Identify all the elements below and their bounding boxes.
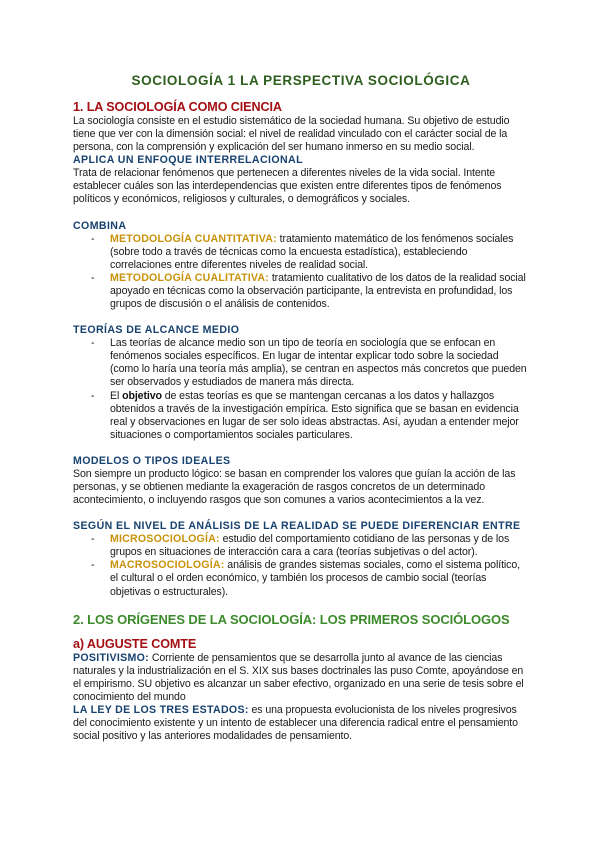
- desc-cualitativa: tratamiento cualitativo de los datos de la realidad social apoyado en técnicas como la observación participante, la entrevista en profundidad, los grupos de discusión o el análisis de contenidos.: [110, 271, 526, 311]
- desc-cuantitativa: tratamiento matemático de los fenómenos sociales (sobre todo a través de técnicas como la encuesta estadística), estableciendo correlaciones entre diferentes niveles de realidad social.: [110, 232, 514, 271]
- niveles-list: [73, 533, 529, 598]
- dash-bullet: -: [91, 533, 95, 546]
- desc-macro: análisis de grandes sistemas sociales, como el sistema político, el cultural o el orden económico, y también los procesos de cambio social (teorías objetivas o estructurales).: [110, 559, 520, 598]
- list-item-teorias-2: [73, 390, 529, 442]
- list-item-macro: [73, 559, 529, 598]
- ley-paragraph: [73, 704, 529, 743]
- term-cuantitativa: METODOLOGÍA CUANTITATIVA:: [110, 232, 277, 245]
- dash-bullet: -: [91, 337, 95, 350]
- positivismo-paragraph: [73, 652, 529, 704]
- enfoque-text: Trata de relacionar fenómenos que pertenecen a diferentes niveles de la vida social. Intente establecer cuáles son las interdependencias que existen entre diferentes tipos de fenómenos políticos y económicos, religiosos y culturales, o demográficos y sociales.: [73, 167, 502, 206]
- term-macro: MACROSOCIOLOGÍA:: [110, 559, 225, 572]
- desc-micro: estudio del comportamiento cotidiano de las personas y de los grupos en situaciones de interacción cara a cara (teorías subjetivas o del actor).: [110, 533, 510, 559]
- teorias-item2-bold: objetivo: [122, 389, 162, 402]
- ley-term: LA LEY DE LOS TRES ESTADOS:: [73, 704, 249, 716]
- list-item-micro: [73, 533, 529, 559]
- document-page: [73, 72, 529, 743]
- positivismo-term: POSITIVISMO:: [73, 651, 149, 664]
- teorias-list: [73, 337, 529, 442]
- dash-bullet: -: [91, 389, 95, 402]
- modelos-text: Son siempre un producto lógico: se basan en comprender los valores que guían la acción de las personas, y se obtienen mediante la exageración de rasgos concretos de un determinado acontecimiento, o incluyendo rasgos que son comunes a varios acontecimientos a la vez.: [73, 467, 516, 507]
- term-cualitativa: METODOLOGÍA CUALITATIVA:: [110, 271, 269, 284]
- ley-text: es una propuesta evolucionista de los niveles progresivos del conocimiento existente y un intento de establecer una diferencia radical entre el pensamiento social positivo y las anteriores modalidades de pensamiento.: [73, 704, 518, 743]
- section1-heading: 1. LA SOCIOLOGÍA COMO CIENCIA: [73, 100, 282, 114]
- spacer: [73, 507, 529, 520]
- section2-heading: 2. LOS ORÍGENES DE LA SOCIOLOGÍA: LOS PRIMEROS SOCIÓLOGOS: [73, 611, 510, 627]
- positivismo-text: Corriente de pensamientos que se desarrolla junto al avance de las ciencias naturales y la industrialización en el S. XIX sus bases doctrinales las puso Comte, apoyándose en el empirismo. SU objetivo es alcanzar un saber efectivo, organizado en una serie de tesis sobre el conocimiento del mundo: [73, 651, 524, 703]
- spacer: [73, 442, 529, 455]
- niveles-heading: SEGÚN EL NIVEL DE ANÁLISIS DE LA REALIDAD SE PUEDE DIFERENCIAR ENTRE: [73, 520, 521, 533]
- term-micro: MICROSOCIOLOGÍA:: [110, 533, 220, 546]
- list-item-teorias-1: [73, 337, 529, 389]
- comte-heading: a) AUGUSTE COMTE: [73, 636, 197, 651]
- combina-heading: COMBINA: [73, 219, 127, 232]
- document-title: SOCIOLOGÍA 1 LA PERSPECTIVA SOCIOLÓGICA: [131, 73, 471, 88]
- teorias-item2-pre: El: [110, 389, 123, 402]
- dash-bullet: -: [91, 559, 95, 572]
- teorias-heading: TEORÍAS DE ALCANCE MEDIO: [73, 324, 240, 337]
- list-item-cualitativa: [73, 272, 529, 311]
- spacer: [73, 311, 529, 324]
- enfoque-heading: APLICA UN ENFOQUE INTERRELACIONAL: [73, 154, 303, 167]
- combina-list: [73, 233, 529, 312]
- teorias-item2-post: de estas teorías es que se mantengan cercanas a los datos y hallazgos obtenidos a través de la investigación empírica. Esto significa que se basan en evidencia real y observaciones en lugar de ser solo ideas abstractas. Así, ayudan a entender mejor situaciones o comportamientos sociales particulares.: [110, 389, 519, 441]
- dash-bullet: -: [91, 271, 95, 284]
- list-item-cuantitativa: [73, 233, 529, 272]
- dash-bullet: -: [91, 232, 95, 245]
- teorias-item1-text: Las teorías de alcance medio son un tipo de teoría en sociología que se enfocan en fenómenos sociales específicos. En lugar de intentar explicar todo sobre la sociedad (como lo haría una teoría más amplia), se centran en aspectos más concretos que pueden ser observados y estudiados de manera más directa.: [110, 337, 527, 389]
- section1-intro: La sociología consiste en el estudio sistemático de la sociedad humana. Su objetivo de estudio tiene que ver con la dimensión social: el nivel de realidad vinculado con el carácter social de la persona, con la comprensión y explicación del ser humano inmerso en su medio social.: [73, 115, 510, 154]
- spacer: [73, 207, 529, 220]
- modelos-heading: MODELOS O TIPOS IDEALES: [73, 454, 231, 467]
